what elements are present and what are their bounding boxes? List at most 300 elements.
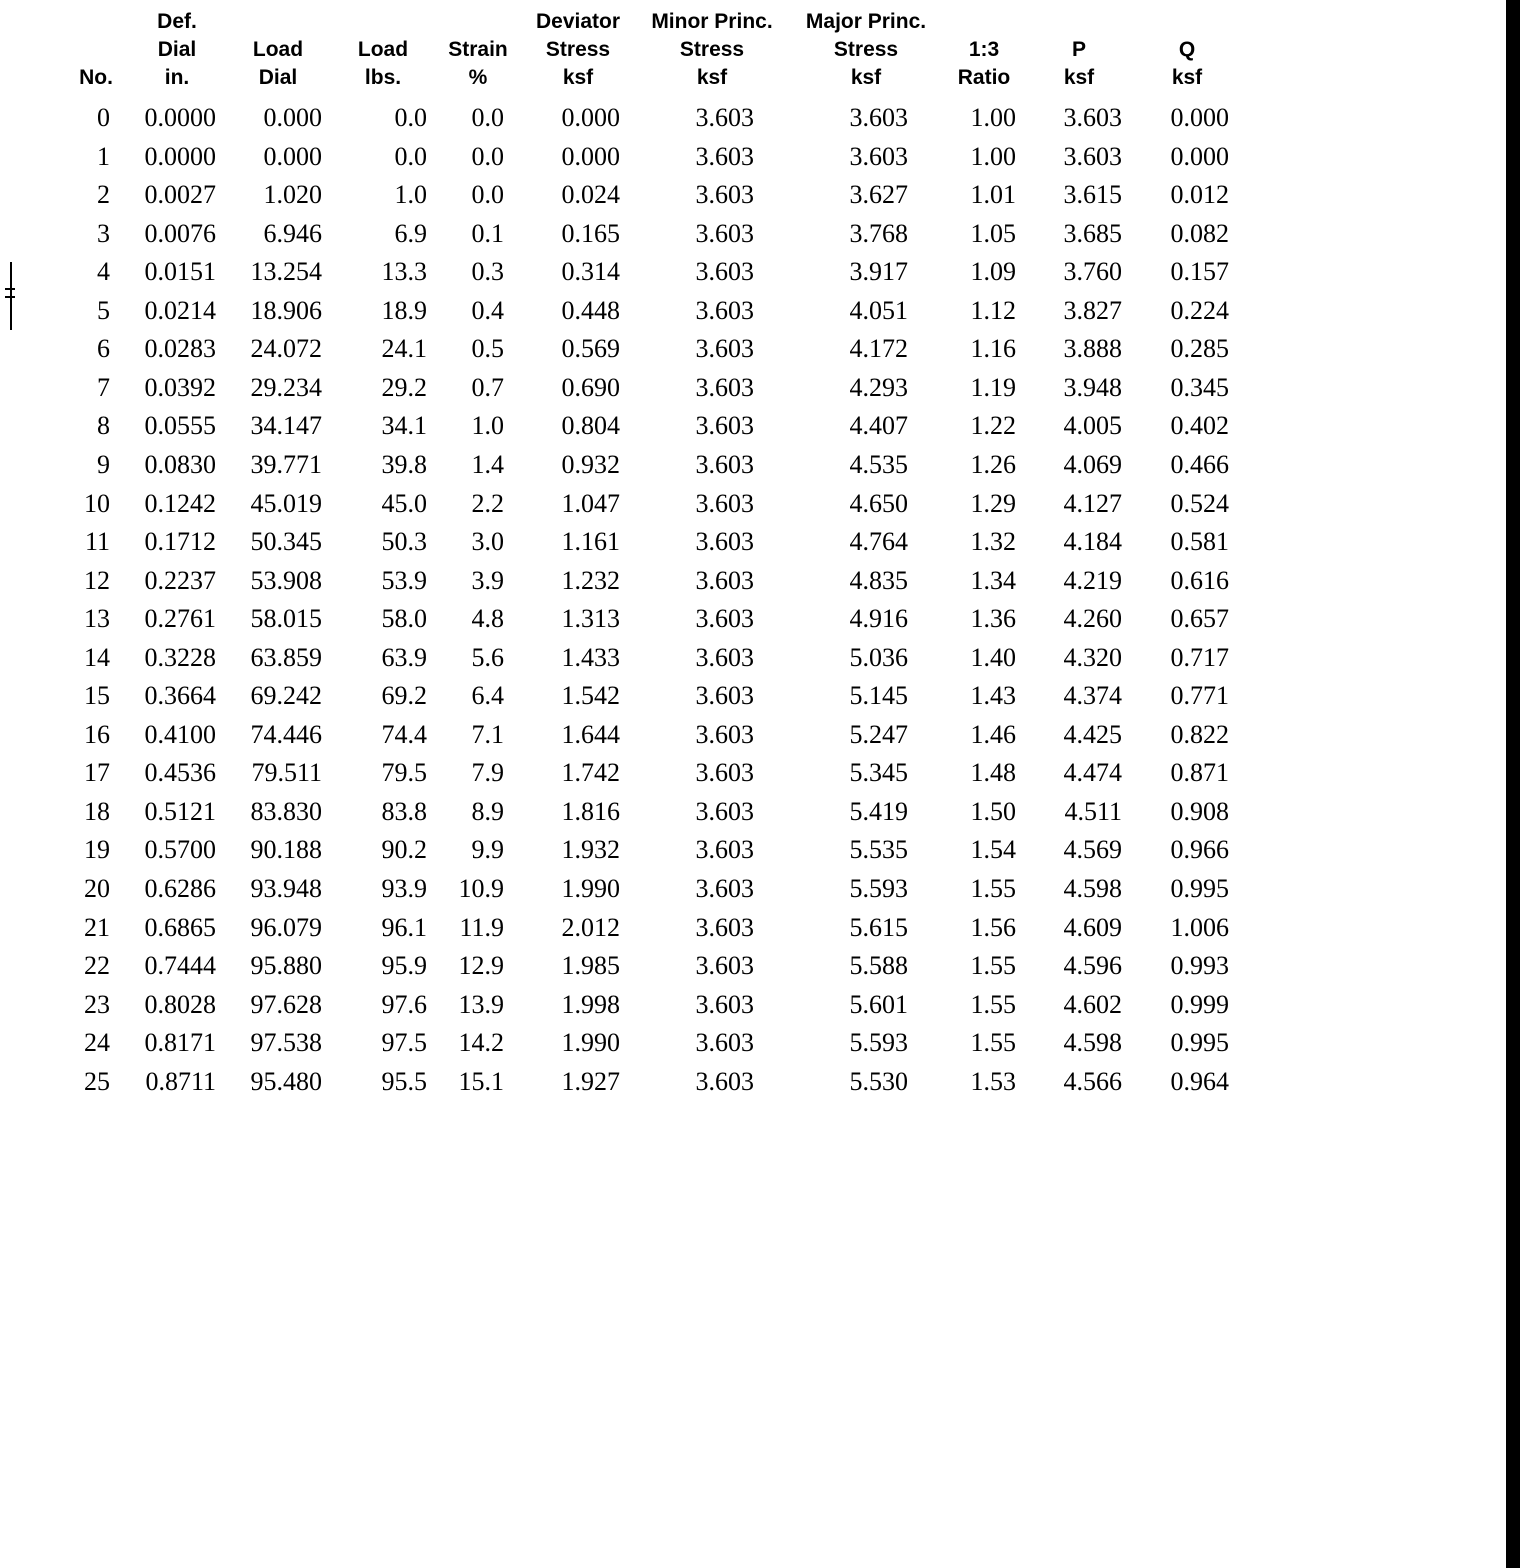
cell-no: 12	[84, 566, 110, 595]
cell-def-dial: 0.8711	[145, 1067, 216, 1096]
cell-p: 4.596	[1063, 951, 1122, 980]
cell-minor: 3.603	[695, 257, 754, 286]
cell-strain: 7.9	[471, 758, 504, 787]
cell-q: 0.466	[1170, 450, 1229, 479]
cell-strain: 0.1	[471, 219, 504, 248]
cell-q: 0.995	[1170, 1028, 1229, 1057]
column-header-line: ksf	[1063, 66, 1095, 89]
cell-no: 17	[84, 758, 110, 787]
cell-def-dial: 0.8171	[144, 1028, 216, 1057]
cell-strain: 2.2	[471, 489, 504, 518]
cell-q: 0.717	[1170, 643, 1229, 672]
cell-load-lbs: 0.0	[394, 142, 427, 171]
column-header-strain	[433, 8, 523, 92]
cell-deviator: 0.165	[561, 219, 620, 248]
cell-def-dial: 0.0000	[144, 142, 216, 171]
cell-load-lbs: 6.9	[394, 219, 427, 248]
column-header-no	[56, 8, 136, 92]
cell-minor: 3.603	[695, 1028, 754, 1057]
cell-strain: 0.5	[471, 334, 504, 363]
column-header-line: P	[1071, 38, 1086, 61]
cell-load-lbs: 95.9	[381, 951, 427, 980]
cell-load-lbs: 79.5	[381, 758, 427, 787]
table-row	[0, 909, 1300, 947]
cell-load-lbs: 50.3	[381, 527, 427, 556]
cell-minor: 3.603	[695, 604, 754, 633]
cell-p: 4.425	[1063, 720, 1122, 749]
cell-def-dial: 0.1242	[144, 489, 216, 518]
cell-major: 5.345	[849, 758, 908, 787]
cell-major: 5.036	[849, 643, 908, 672]
cell-load-lbs: 93.9	[381, 874, 427, 903]
cell-major: 4.916	[849, 604, 908, 633]
cell-p: 4.598	[1063, 1028, 1122, 1057]
cell-q: 0.995	[1170, 874, 1229, 903]
cell-load-dial: 95.480	[250, 1067, 322, 1096]
cell-strain: 0.0	[471, 103, 504, 132]
column-header-load-dial	[233, 8, 323, 92]
cell-load-lbs: 24.1	[381, 334, 427, 363]
cell-major: 5.419	[849, 797, 908, 826]
cell-strain: 0.0	[471, 142, 504, 171]
cell-load-lbs: 0.0	[394, 103, 427, 132]
column-header-q	[1147, 8, 1227, 92]
cell-load-dial: 34.147	[250, 411, 322, 440]
cell-ratio: 1.55	[970, 990, 1016, 1019]
cell-def-dial: 0.0555	[144, 411, 216, 440]
table-row	[0, 600, 1300, 638]
cell-minor: 3.603	[695, 219, 754, 248]
cell-strain: 14.2	[458, 1028, 504, 1057]
cell-load-dial: 0.000	[263, 103, 322, 132]
cell-ratio: 1.09	[970, 257, 1016, 286]
cell-load-dial: 6.946	[263, 219, 322, 248]
cell-no: 2	[97, 180, 110, 209]
cell-def-dial: 0.5121	[144, 797, 216, 826]
column-header-line	[1147, 8, 1227, 36]
column-header-line: Def.	[157, 10, 197, 33]
cell-load-dial: 29.234	[250, 373, 322, 402]
cell-no: 11	[84, 527, 110, 556]
cell-minor: 3.603	[695, 411, 754, 440]
cell-load-lbs: 39.8	[381, 450, 427, 479]
cell-load-dial: 97.538	[250, 1028, 322, 1057]
cell-q: 0.657	[1170, 604, 1229, 633]
cell-deviator: 0.314	[561, 257, 620, 286]
cell-no: 24	[84, 1028, 110, 1057]
cell-def-dial: 0.0283	[144, 334, 216, 363]
cell-load-lbs: 97.6	[381, 990, 427, 1019]
cell-deviator: 1.990	[561, 1028, 620, 1057]
cell-deviator: 1.161	[561, 527, 620, 556]
cell-deviator: 1.990	[561, 874, 620, 903]
cell-strain: 1.0	[471, 411, 504, 440]
cell-no: 9	[97, 450, 110, 479]
cell-no: 14	[84, 643, 110, 672]
cell-load-lbs: 69.2	[381, 681, 427, 710]
cell-deviator: 0.448	[561, 296, 620, 325]
cell-def-dial: 0.0000	[144, 103, 216, 132]
cell-no: 3	[97, 219, 110, 248]
cell-major: 3.768	[849, 219, 908, 248]
cell-strain: 11.9	[459, 913, 504, 942]
cell-def-dial: 0.6865	[144, 913, 216, 942]
cell-minor: 3.603	[695, 450, 754, 479]
cell-no: 15	[84, 681, 110, 710]
cell-strain: 7.1	[471, 720, 504, 749]
cell-load-dial: 45.019	[250, 489, 322, 518]
cell-major: 5.535	[849, 835, 908, 864]
cell-load-lbs: 58.0	[381, 604, 427, 633]
cell-ratio: 1.00	[970, 103, 1016, 132]
column-header-line: No.	[79, 66, 113, 89]
cell-no: 19	[84, 835, 110, 864]
cell-p: 3.615	[1063, 180, 1122, 209]
cell-ratio: 1.46	[970, 720, 1016, 749]
margin-tick	[5, 288, 15, 290]
cell-load-dial: 74.446	[250, 720, 322, 749]
cell-strain: 12.9	[458, 951, 504, 980]
cell-minor: 3.603	[695, 758, 754, 787]
table-row	[0, 716, 1300, 754]
cell-no: 21	[84, 913, 110, 942]
cell-ratio: 1.16	[970, 334, 1016, 363]
cell-deviator: 1.313	[561, 604, 620, 633]
cell-q: 0.157	[1170, 257, 1229, 286]
cell-load-dial: 95.880	[250, 951, 322, 980]
cell-q: 0.871	[1170, 758, 1229, 787]
cell-load-dial: 96.079	[250, 913, 322, 942]
cell-def-dial: 0.8028	[144, 990, 216, 1019]
column-header-line: Load	[252, 38, 304, 61]
cell-no: 23	[84, 990, 110, 1019]
cell-q: 0.224	[1170, 296, 1229, 325]
cell-no: 25	[84, 1067, 110, 1096]
cell-q: 0.966	[1170, 835, 1229, 864]
column-header-deviator	[523, 8, 633, 92]
table-row	[0, 1063, 1300, 1101]
cell-ratio: 1.32	[970, 527, 1016, 556]
cell-minor: 3.603	[695, 527, 754, 556]
column-header-load-lbs	[338, 8, 428, 92]
cell-ratio: 1.55	[970, 1028, 1016, 1057]
cell-deviator: 0.569	[561, 334, 620, 363]
cell-strain: 10.9	[458, 874, 504, 903]
column-header-line: Load	[357, 38, 409, 61]
cell-ratio: 1.48	[970, 758, 1016, 787]
cell-p: 3.760	[1063, 257, 1122, 286]
cell-p: 4.069	[1063, 450, 1122, 479]
cell-deviator: 0.000	[561, 142, 620, 171]
cell-load-lbs: 18.9	[381, 296, 427, 325]
column-header-line	[338, 8, 428, 36]
cell-major: 3.603	[849, 142, 908, 171]
cell-strain: 13.9	[458, 990, 504, 1019]
cell-def-dial: 0.4536	[144, 758, 216, 787]
cell-load-lbs: 63.9	[381, 643, 427, 672]
cell-load-lbs: 97.5	[381, 1028, 427, 1057]
cell-p: 4.602	[1063, 990, 1122, 1019]
cell-load-lbs: 29.2	[381, 373, 427, 402]
table-row	[0, 485, 1300, 523]
cell-strain: 15.1	[458, 1067, 504, 1096]
cell-load-dial: 39.771	[250, 450, 322, 479]
cell-load-lbs: 13.3	[381, 257, 427, 286]
cell-load-dial: 1.020	[263, 180, 322, 209]
column-header-ratio	[939, 8, 1029, 92]
cell-ratio: 1.43	[970, 681, 1016, 710]
cell-no: 0	[97, 103, 110, 132]
table-row	[0, 831, 1300, 869]
cell-def-dial: 0.0076	[144, 219, 216, 248]
cell-p: 4.219	[1063, 566, 1122, 595]
cell-minor: 3.603	[695, 566, 754, 595]
cell-no: 8	[97, 411, 110, 440]
cell-minor: 3.603	[695, 296, 754, 325]
table-row	[0, 677, 1300, 715]
table-row	[0, 292, 1300, 330]
cell-load-dial: 97.628	[250, 990, 322, 1019]
cell-p: 4.374	[1063, 681, 1122, 710]
cell-deviator: 1.985	[561, 951, 620, 980]
cell-major: 4.051	[849, 296, 908, 325]
cell-deviator: 1.047	[561, 489, 620, 518]
cell-minor: 3.603	[695, 334, 754, 363]
cell-no: 6	[97, 334, 110, 363]
column-header-major	[786, 8, 946, 92]
cell-no: 7	[97, 373, 110, 402]
cell-strain: 3.9	[471, 566, 504, 595]
cell-major: 4.650	[849, 489, 908, 518]
cell-load-lbs: 74.4	[381, 720, 427, 749]
cell-ratio: 1.56	[970, 913, 1016, 942]
column-header-line	[233, 8, 323, 36]
cell-ratio: 1.34	[970, 566, 1016, 595]
table-row	[0, 446, 1300, 484]
cell-major: 4.172	[849, 334, 908, 363]
cell-major: 3.603	[849, 103, 908, 132]
column-header-line: ksf	[696, 66, 728, 89]
cell-p: 3.685	[1063, 219, 1122, 248]
cell-deviator: 2.012	[561, 913, 620, 942]
cell-def-dial: 0.2761	[144, 604, 216, 633]
column-header-line: Stress	[545, 38, 611, 61]
cell-q: 0.581	[1170, 527, 1229, 556]
cell-minor: 3.603	[695, 103, 754, 132]
cell-strain: 6.4	[471, 681, 504, 710]
cell-deviator: 0.024	[561, 180, 620, 209]
column-header-line	[56, 8, 136, 36]
cell-ratio: 1.29	[970, 489, 1016, 518]
cell-load-dial: 79.511	[251, 758, 322, 787]
cell-load-lbs: 96.1	[381, 913, 427, 942]
table-row	[0, 215, 1300, 253]
cell-major: 5.601	[849, 990, 908, 1019]
cell-def-dial: 0.0151	[144, 257, 216, 286]
cell-major: 4.764	[849, 527, 908, 556]
cell-q: 0.345	[1170, 373, 1229, 402]
cell-p: 4.609	[1063, 913, 1122, 942]
column-header-line: Dial	[157, 38, 197, 61]
cell-major: 3.917	[849, 257, 908, 286]
cell-load-dial: 53.908	[250, 566, 322, 595]
table-row	[0, 407, 1300, 445]
cell-ratio: 1.12	[970, 296, 1016, 325]
cell-def-dial: 0.2237	[144, 566, 216, 595]
cell-load-dial: 50.345	[250, 527, 322, 556]
cell-deviator: 1.742	[561, 758, 620, 787]
cell-load-dial: 93.948	[250, 874, 322, 903]
table-row	[0, 562, 1300, 600]
cell-load-lbs: 95.5	[381, 1067, 427, 1096]
cell-major: 5.593	[849, 1028, 908, 1057]
cell-major: 5.145	[849, 681, 908, 710]
column-header-line: ksf	[1171, 66, 1203, 89]
cell-def-dial: 0.0214	[144, 296, 216, 325]
cell-load-dial: 13.254	[250, 257, 322, 286]
table-row	[0, 176, 1300, 214]
cell-minor: 3.603	[695, 373, 754, 402]
cell-p: 4.598	[1063, 874, 1122, 903]
cell-strain: 8.9	[471, 797, 504, 826]
column-header-line: Deviator	[535, 10, 621, 33]
column-header-line	[939, 8, 1029, 36]
cell-major: 4.407	[849, 411, 908, 440]
cell-p: 3.888	[1063, 334, 1122, 363]
column-header-line: Dial	[258, 66, 298, 89]
cell-ratio: 1.19	[970, 373, 1016, 402]
cell-q: 0.908	[1170, 797, 1229, 826]
cell-minor: 3.603	[695, 142, 754, 171]
cell-major: 4.293	[849, 373, 908, 402]
cell-minor: 3.603	[695, 681, 754, 710]
table-row	[0, 639, 1300, 677]
cell-minor: 3.603	[695, 990, 754, 1019]
column-header-def-dial	[132, 8, 222, 92]
cell-q: 0.616	[1170, 566, 1229, 595]
cell-def-dial: 0.1712	[144, 527, 216, 556]
column-header-line: ksf	[562, 66, 594, 89]
cell-deviator: 0.690	[561, 373, 620, 402]
column-header-line: 1:3	[968, 38, 1000, 61]
cell-strain: 0.3	[471, 257, 504, 286]
cell-ratio: 1.00	[970, 142, 1016, 171]
cell-strain: 4.8	[471, 604, 504, 633]
cell-load-lbs: 83.8	[381, 797, 427, 826]
cell-load-dial: 18.906	[250, 296, 322, 325]
cell-p: 4.184	[1063, 527, 1122, 556]
cell-p: 4.569	[1063, 835, 1122, 864]
cell-minor: 3.603	[695, 913, 754, 942]
column-header-line: Minor Princ.	[651, 10, 773, 33]
cell-load-dial: 24.072	[250, 334, 322, 363]
column-header-line: Major Princ.	[805, 10, 927, 33]
cell-ratio: 1.40	[970, 643, 1016, 672]
cell-major: 4.535	[849, 450, 908, 479]
table-row	[0, 1024, 1300, 1062]
cell-ratio: 1.05	[970, 219, 1016, 248]
table-row	[0, 947, 1300, 985]
cell-ratio: 1.53	[970, 1067, 1016, 1096]
cell-q: 0.012	[1170, 180, 1229, 209]
cell-def-dial: 0.4100	[144, 720, 216, 749]
column-header-line: %	[468, 66, 488, 89]
cell-p: 4.127	[1063, 489, 1122, 518]
table-row	[0, 986, 1300, 1024]
cell-load-lbs: 1.0	[394, 180, 427, 209]
cell-deviator: 0.804	[561, 411, 620, 440]
cell-q: 0.999	[1170, 990, 1229, 1019]
cell-def-dial: 0.7444	[144, 951, 216, 980]
table-row	[0, 870, 1300, 908]
cell-no: 16	[84, 720, 110, 749]
cell-p: 3.827	[1063, 296, 1122, 325]
column-header-line	[56, 36, 136, 64]
cell-load-dial: 63.859	[250, 643, 322, 672]
margin-tick	[5, 296, 15, 298]
cell-deviator: 1.644	[561, 720, 620, 749]
table-row	[0, 138, 1300, 176]
cell-major: 5.593	[849, 874, 908, 903]
cell-p: 4.474	[1063, 758, 1122, 787]
table-row	[0, 253, 1300, 291]
cell-no: 4	[97, 257, 110, 286]
cell-minor: 3.603	[695, 489, 754, 518]
column-header-line: Ratio	[957, 66, 1011, 89]
cell-deviator: 1.927	[561, 1067, 620, 1096]
cell-minor: 3.603	[695, 643, 754, 672]
cell-ratio: 1.26	[970, 450, 1016, 479]
cell-load-lbs: 34.1	[381, 411, 427, 440]
cell-def-dial: 0.6286	[144, 874, 216, 903]
cell-strain: 1.4	[471, 450, 504, 479]
cell-major: 5.247	[849, 720, 908, 749]
cell-strain: 9.9	[471, 835, 504, 864]
cell-q: 0.524	[1170, 489, 1229, 518]
cell-major: 5.530	[849, 1067, 908, 1096]
cell-q: 0.822	[1170, 720, 1229, 749]
cell-strain: 5.6	[471, 643, 504, 672]
cell-def-dial: 0.0392	[144, 373, 216, 402]
cell-q: 1.006	[1170, 913, 1229, 942]
cell-q: 0.285	[1170, 334, 1229, 363]
cell-deviator: 0.932	[561, 450, 620, 479]
cell-ratio: 1.54	[970, 835, 1016, 864]
column-header-line: lbs.	[364, 66, 402, 89]
table-row	[0, 330, 1300, 368]
cell-p: 3.603	[1063, 103, 1122, 132]
table-row	[0, 99, 1300, 137]
column-header-line: ksf	[850, 66, 882, 89]
cell-no: 5	[97, 296, 110, 325]
cell-major: 3.627	[849, 180, 908, 209]
cell-q: 0.964	[1170, 1067, 1229, 1096]
cell-no: 18	[84, 797, 110, 826]
cell-def-dial: 0.3228	[144, 643, 216, 672]
column-header-minor	[632, 8, 792, 92]
cell-no: 13	[84, 604, 110, 633]
table-row	[0, 523, 1300, 561]
cell-def-dial: 0.5700	[144, 835, 216, 864]
cell-major: 4.835	[849, 566, 908, 595]
cell-p: 3.948	[1063, 373, 1122, 402]
cell-q: 0.082	[1170, 219, 1229, 248]
cell-p: 3.603	[1063, 142, 1122, 171]
cell-load-dial: 0.000	[263, 142, 322, 171]
cell-p: 4.566	[1063, 1067, 1122, 1096]
cell-deviator: 0.000	[561, 103, 620, 132]
column-header-line: Strain	[448, 38, 508, 61]
